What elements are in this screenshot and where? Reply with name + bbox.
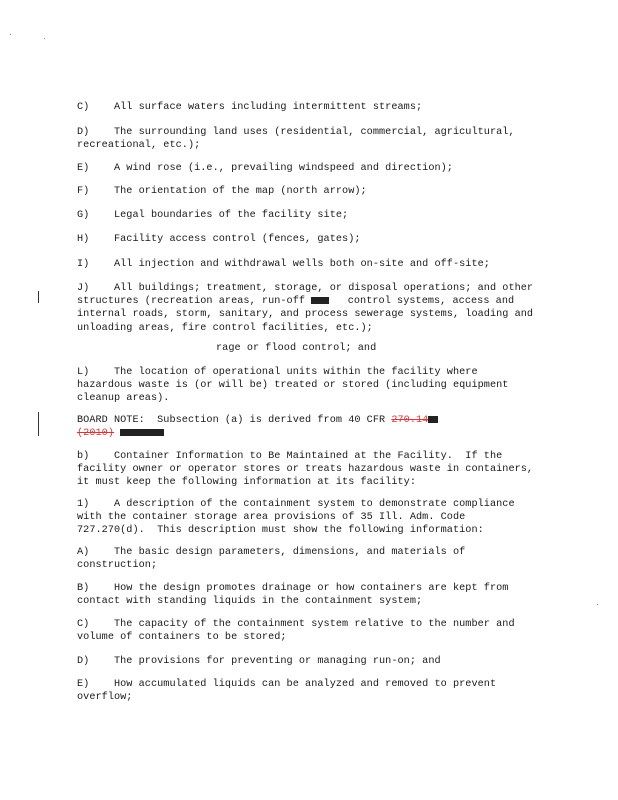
scan-speck: [10, 34, 11, 35]
section-b-1: 1) A description of the containment system to demonstrate compliance with the container storage area provisions of 35 Ill. Adm. Code 727.270(d). This description must show the following information:: [77, 499, 521, 537]
revision-bar: [38, 291, 39, 303]
item-h: H) Facility access control (fences, gates);: [77, 234, 361, 245]
board-note-text: BOARD NOTE: Subsection (a) is derived from 40 CFR: [77, 415, 386, 426]
section-b-c: C) The capacity of the containment system relative to the number and volume of containers to be stored;: [77, 619, 521, 644]
item-g: G) Legal boundaries of the facility site;: [77, 210, 349, 221]
item-d: D) The surrounding land uses (residential, commercial, agricultural, recreational, etc.);: [77, 127, 521, 152]
scan-speck: [597, 604, 598, 605]
item-i: I) All injection and withdrawal wells both on-site and off-site;: [77, 259, 490, 270]
struck-year: (2010): [77, 428, 114, 440]
redaction-mark: [311, 297, 329, 304]
struck-citation: 270.14: [391, 415, 429, 426]
item-f: F) The orientation of the map (north arrow);: [77, 186, 367, 197]
revision-bar: [38, 412, 39, 436]
item-l: L) The location of operational units within the facility where hazardous waste is (or will be) treated or stored (including equipment cleanup areas).: [77, 367, 515, 405]
section-b-b: B) How the design promotes drainage or how containers are kept from contact with standing liquids in the containment system;: [77, 583, 515, 608]
item-j-text-a: J) All buildings; treatment, storage, or disposal operations; and other structures (recreation areas, run-off: [77, 283, 540, 308]
item-k: rage or flood control; and: [216, 343, 377, 354]
item-e: E) A wind rose (i.e., prevailing windspeed and direction);: [77, 163, 453, 174]
item-j: [77, 282, 540, 335]
board-note: [77, 414, 537, 440]
section-b-a: A) The basic design parameters, dimensions, and materials of construction;: [77, 547, 472, 572]
section-b-d: D) The provisions for preventing or managing run-on; and: [77, 656, 441, 667]
section-b-e: E) How accumulated liquids can be analyzed and removed to prevent overflow;: [77, 679, 503, 704]
item-j-text-b: control systems, access and internal roads, storm, sanitary, and process sewerage systems, loading and unloading areas, fire control facilities, etc.);: [77, 296, 540, 334]
redaction-mark: [120, 429, 164, 436]
redaction-mark: [428, 416, 438, 423]
section-b: b) Container Information to Be Maintained at the Facility. If the facility owner or operator stores or treats hazardous waste in containers, it must keep the following information at its facility:: [77, 451, 540, 489]
item-c: C) All surface waters including intermittent streams;: [77, 102, 423, 113]
scan-speck: [44, 38, 45, 39]
